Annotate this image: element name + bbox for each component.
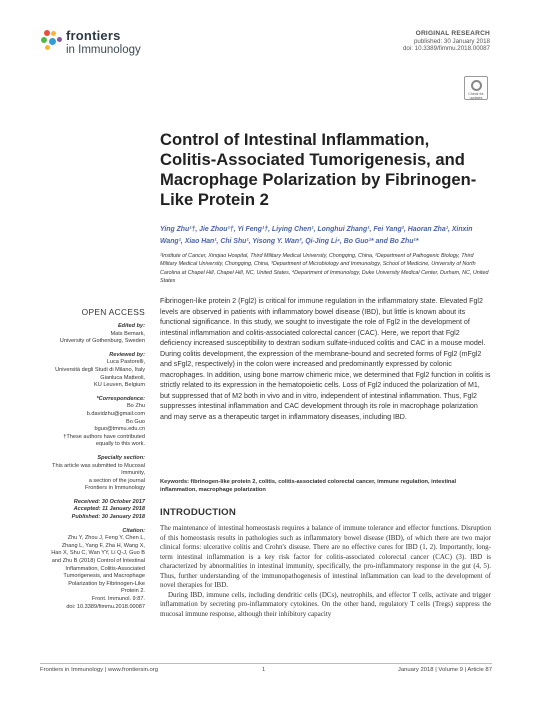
paragraph: The maintenance of intestinal homeostasis requires a balance of immune tolerance and effector functions. Disruption of this homeostasis results in pathologies such as inflammatory bowel disease (IBD), of which there are two major clinical forms: ulcerative colitis and Crohn's disease. There are no effective cures for IBD (1, 2). Importantly, long-term intestinal inflammation is a key risk factor for colitis-associated colorectal cancer (CAC) (3). IBD is characterized by abnormalities in intestinal immunity, specifically, the pro-inflammatory response in the gut (4, 5). Thus, further understanding of the immunopathogenesis of intestinal inflammation can lead to the development of novel therapies for IBD. (160, 524, 491, 589)
keywords: Keywords: fibrinogen-like protein 2, colitis, colitis-associated colorectal cancer, immune regulation, intestinal inflammation, macrophage polarization (160, 479, 457, 494)
frontiers-logo-icon (40, 30, 64, 54)
abstract: Fibrinogen-like protein 2 (Fgl2) is critical for immune regulation in the inflammatory state. Elevated Fgl2 levels are observed in patients with inflammatory bowel disease (IBD), but little is known about its functional significance. In this study, we sought to investigate the role of Fgl2 in the development of intestinal inflammation and colitis-associated colorectal cancer (CAC). Here, we report that Fgl2 deficiency increased susceptibility to dextran sodium sulfate-induced colitis and CAC in a mouse model. During colitis development, the expression of the membrane-bound and secreted forms of Fgl2 (mFgl2 and sFgl2, respectively) in the colon were increased and predominantly expressed by colonic macrophages. In addition, using bone marrow chimeric mice, we determined that Fgl2 function in colitis is strictly related to its expression in the hematopoietic cells. Loss of Fgl2 induced the polarization of M1, but suppressed that of M2 both in vivo and in vitro, independent of intestinal inflammation. Thus, Fgl2 suppresses intestinal inflammation and CAC development through its role in macrophage polarization and may serve as a therapeutic target in inflammatory diseases, including IBD. (160, 297, 491, 421)
journal-logo (40, 28, 180, 64)
paragraph: During IBD, immune cells, including dendritic cells (DCs), neutrophils, and effector T cells, activate and trigger inflammation by secreting pro-inflammatory cytokines. On the other hand, regulatory T cells (Tregs) suppress the mucosal immune response, although their inhibitory capacity (160, 590, 491, 618)
correspondence-email[interactable]: b.davidzhu@gmail.com (86, 410, 145, 417)
citation-doi[interactable]: doi: 10.3389/fimmu.2018.00087 (66, 603, 145, 610)
author-list[interactable]: Ying Zhu¹†, Jie Zhou¹†, Yi Feng¹†, Liying Chen¹, Longhui Zhang¹, Fei Yang², Haoran Zha¹, Xinxin Wang¹, Xiao Han¹, Chi Shu¹, Yisong Y. Wan³, Qi-Jing Li⁴, Bo Guo¹* and Bo Zhu¹* (160, 226, 473, 245)
affiliations: ¹Institute of Cancer, Xinqiao Hospital, Third Military Medical University, Chongqing, China, ²Department of Pathogenic Biology, Third Military Medical University, Chongqing, China, ³Department of Microbiology and Immunology, School of Medicine, University of North Carolina at Chapel Hill, Chapel Hill, NC, United States, ⁴Department of Immunology, Duke University Medical Center, Durham, NC, United States (160, 253, 489, 285)
check-for-updates-badge[interactable]: Check for updates (464, 76, 488, 100)
received-date: Received: 30 October 2017 (73, 498, 145, 505)
article-type: ORIGINAL RESEARCH (415, 30, 490, 37)
section-heading-introduction: INTRODUCTION (160, 507, 236, 518)
published-date: published: 30 January 2018 (413, 37, 490, 45)
published-date: Published: 30 January 2018 (71, 514, 145, 521)
logo-journal-name: in Immunology (66, 44, 141, 56)
logo-wordmark: frontiers (66, 28, 121, 43)
footer-issue: January 2018 | Volume 9 | Article 87 (397, 667, 492, 673)
doi-link[interactable]: doi: 10.3389/fimmu.2018.00087 (402, 45, 490, 53)
open-access-label: OPEN ACCESS (81, 307, 145, 317)
footer-divider (40, 663, 492, 664)
correspondence-email[interactable]: bguo@tmmu.edu.cn (94, 426, 145, 433)
article-title: Control of Intestinal Inflammation, Colitis-Associated Tumorigenesis, and Macrophage Polarization by Fibrinogen-Like Protein 2 (160, 130, 477, 209)
accepted-date: Accepted: 11 January 2018 (73, 506, 145, 513)
page-number: 1 (262, 667, 266, 673)
check-updates-icon (471, 80, 482, 91)
footer-journal[interactable]: Frontiers in Immunology | www.frontiersin.org (40, 667, 159, 673)
article-meta (403, 30, 490, 53)
sidebar-editorial-info: Edited by: Mats Bemark, University of Gothenburg, Sweden Reviewed by: Luca Pastorelli, Università degli Studi di Milano, Italy Gianluca Matteoli, KU Leuven, Belgium *Correspondence: Bo Zhu b.davidzhu@gmail.com Bo Guo bguo@tmmu.edu.cn †These authors have contributed equally to this work. Specialty section: This article was submitted to Mucosal Immunity, a section of the journal Frontiers in Immunology Received: 30 October 2017 Accepted: 11 January 2018 Published: 30 January 2018 Citation: Zhu Y, Zhou J, Feng Y, Chen L, Zhang L, Yang F, Zha H, Wang X, Han X, Shu C, Wan YY, Li Q-J, Guo B and Zhu B (2018) Control of Intestinal Inflammation, Colitis-Associated Tumorigenesis, and Macrophage Polarization by Fibrinogen-Like Protein 2. Front. Immunol. 9:87. doi: 10.3389/fimmu.2018.00087 (40, 323, 145, 611)
introduction-body (160, 524, 491, 619)
